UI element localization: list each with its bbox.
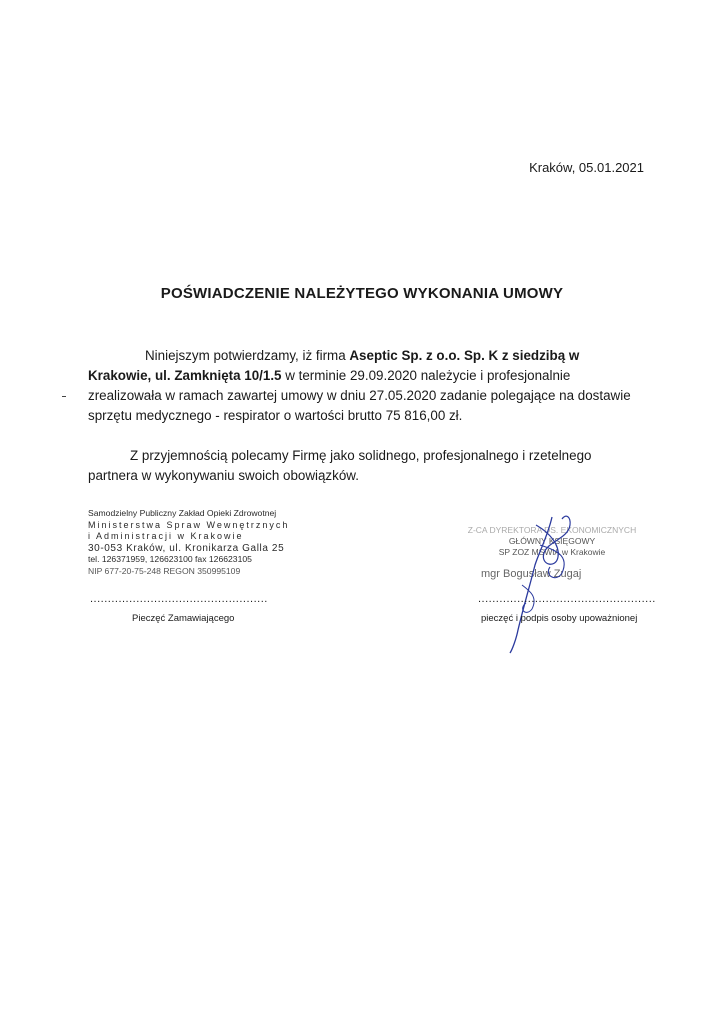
stamp-line: i Administracji w Krakowie xyxy=(88,531,244,541)
document-date: Kraków, 05.01.2021 xyxy=(529,160,644,175)
recommendation-paragraph: Z przyjemnością polecamy Firmę jako solidnego, profesjonalnego i rzetelnego partnera w wykonywaniu swoich obowiązków. xyxy=(88,448,592,483)
company-name: Aseptic Sp. z o.o. Sp. K z siedzibą w Krakowie, ul. Zamknięta 10/1.5 xyxy=(88,348,580,383)
stamp-line: NIP 677-20-75-248 REGON 350995109 xyxy=(88,565,241,576)
stamp-line: Ministerstwa Spraw Wewnętrznych xyxy=(88,519,290,530)
handwritten-signature xyxy=(440,505,620,655)
stamp-line: Z-CA DYREKTORA DS. EKONOMICZNYCH xyxy=(467,525,637,535)
stamp-caption-left: Pieczęć Zamawiającego xyxy=(132,613,235,624)
signature-line-right: .................................................. xyxy=(478,593,656,605)
stamp-line: SP ZOZ MSWiA w Krakowie xyxy=(498,547,606,557)
paragraph-rest: w terminie 29.09.2020 należycie i profesjonalnie zrealizowała w ramach zawartej umowy w dniu 27.05.2020 zadanie polegające na dostawie sprzętu medycznego - respirator o wartości brutto 75 816,00 zł. xyxy=(88,368,631,423)
stamp-caption-right: pieczęć i podpis osoby upoważnionej xyxy=(481,613,638,624)
stamp-line: tel. 126371959, 126623100 fax 126623105 xyxy=(88,554,252,564)
signatory-name: mgr Bogusław Zugaj xyxy=(481,568,582,580)
stamp-line: 30-053 Kraków, ul. Kronikarza Galla 25 xyxy=(88,542,285,554)
margin-tick xyxy=(62,396,66,397)
institution-stamp xyxy=(88,508,289,577)
confirmation-paragraph xyxy=(88,346,636,426)
paragraph-lead: Niniejszym potwierdzamy, iż firma xyxy=(145,348,350,363)
signature-line-left: .................................................. xyxy=(90,593,268,605)
document-body xyxy=(88,346,636,486)
stamp-line: GŁÓWNY KSIĘGOWY xyxy=(508,536,596,546)
document-title: POŚWIADCZENIE NALEŻYTEGO WYKONANIA UMOWY xyxy=(160,285,564,302)
stamp-line: Samodzielny Publiczny Zakład Opieki Zdrowotnej xyxy=(88,508,277,518)
